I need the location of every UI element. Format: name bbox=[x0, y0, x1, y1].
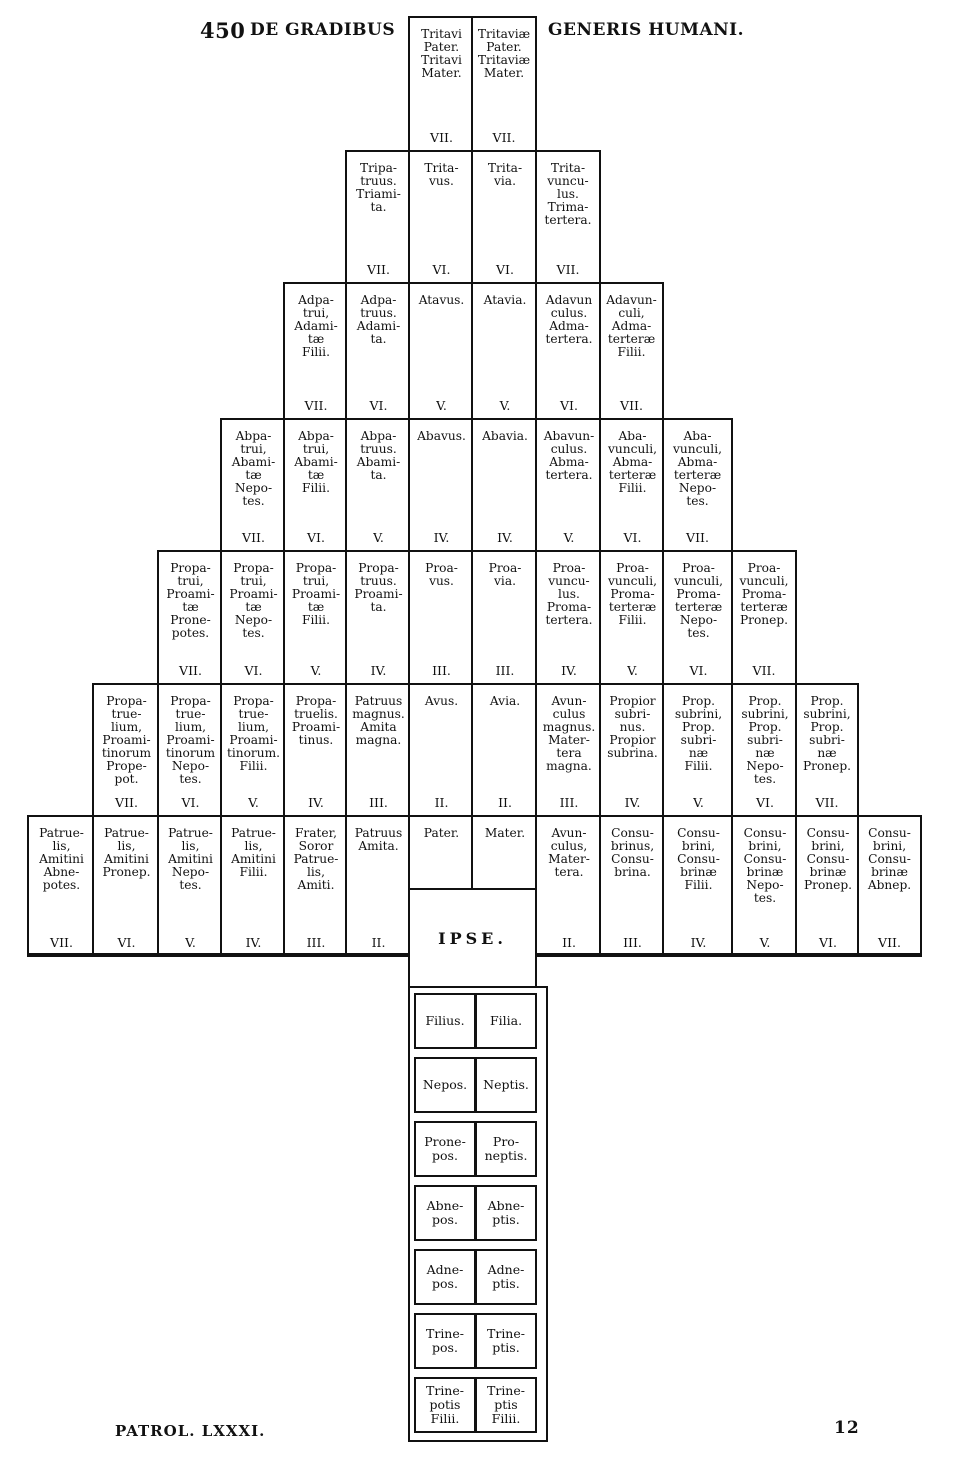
kin-cell bbox=[795, 683, 859, 817]
kin-cell bbox=[408, 683, 473, 817]
kin-degree: VII. bbox=[556, 262, 580, 277]
descendant-female: Filia. bbox=[475, 993, 537, 1049]
kin-degree: IV. bbox=[308, 795, 324, 810]
kin-label: Proa- vus. bbox=[425, 561, 458, 588]
descendant-male: Nepos. bbox=[414, 1057, 476, 1113]
kin-degree: II. bbox=[498, 795, 512, 810]
kin-label: Atavus. bbox=[418, 293, 465, 307]
kin-label: Patruus Amita. bbox=[354, 826, 403, 853]
kin-label: Pater. bbox=[423, 826, 460, 840]
kin-cell bbox=[345, 150, 410, 284]
kin-label: Proa- vunculi, Proma- terteræ Pronep. bbox=[739, 561, 789, 627]
kin-degree: VI. bbox=[369, 398, 388, 413]
kin-cell bbox=[471, 683, 537, 817]
kin-label: Avus. bbox=[424, 694, 459, 708]
kin-cell bbox=[157, 815, 222, 957]
kin-cell bbox=[471, 150, 537, 284]
kin-cell bbox=[92, 815, 159, 957]
kin-degree: IV. bbox=[497, 530, 513, 545]
kin-degree: VI. bbox=[181, 795, 200, 810]
kin-label: Atavia. bbox=[483, 293, 527, 307]
kin-degree: V. bbox=[310, 663, 322, 678]
kin-label: Avia. bbox=[489, 694, 521, 708]
kin-degree: VII. bbox=[50, 935, 73, 950]
kin-label: Adavun culus. Adma- tertera. bbox=[545, 293, 593, 346]
kin-degree: VII. bbox=[179, 663, 202, 678]
kin-degree: III. bbox=[432, 663, 451, 678]
kin-degree: V. bbox=[436, 398, 447, 413]
kin-cell bbox=[599, 418, 664, 552]
kin-cell bbox=[599, 683, 664, 817]
kin-label: Trita- vus. bbox=[424, 161, 459, 188]
kin-cell bbox=[220, 550, 285, 685]
kin-label: Propior subri- nus. Propior subrina. bbox=[607, 694, 658, 760]
kin-label: Propa- trui, Proami- tæ Filii. bbox=[291, 561, 341, 627]
kin-cell bbox=[471, 16, 537, 152]
ipse-cell: IPSE. bbox=[408, 888, 537, 988]
kin-cell bbox=[535, 418, 601, 552]
kin-degree: IV. bbox=[245, 935, 262, 950]
kin-degree: VII. bbox=[878, 935, 901, 950]
kin-cell bbox=[471, 815, 537, 890]
kin-label: Mater. bbox=[484, 826, 526, 840]
kin-degree: V. bbox=[373, 530, 384, 545]
kin-degree: VII. bbox=[815, 795, 839, 810]
kin-degree: III. bbox=[623, 935, 642, 950]
kin-label: Abavia. bbox=[482, 429, 528, 443]
kin-cell bbox=[345, 282, 410, 420]
kin-degree: VII. bbox=[367, 262, 390, 277]
kin-cell bbox=[471, 282, 537, 420]
kin-cell bbox=[345, 815, 410, 957]
kin-label: Propa- true- lium, Proami- tinorum. Filii. bbox=[226, 694, 281, 773]
kin-label: Proa- vuncu- lus. Proma- tertera. bbox=[545, 561, 593, 627]
descendant-male: Trine- potis Filii. bbox=[414, 1377, 476, 1433]
kin-label: Propa- trui, Proami- tæ Nepo- tes. bbox=[229, 561, 278, 640]
kin-cell bbox=[599, 282, 664, 420]
kin-degree: III. bbox=[495, 663, 515, 678]
kin-label: Frater, Soror Patrue- lis, Amiti. bbox=[293, 826, 339, 892]
kin-degree: V. bbox=[248, 795, 259, 810]
kin-degree: VI. bbox=[244, 663, 263, 678]
kin-label: Tritaviæ Pater. Tritaviæ Mater. bbox=[477, 27, 531, 80]
kin-cell bbox=[662, 683, 733, 817]
kin-degree: VI. bbox=[117, 935, 136, 950]
kin-cell bbox=[345, 418, 410, 552]
kin-degree: VII. bbox=[620, 398, 643, 413]
kin-label: Tritavi Pater. Tritavi Mater. bbox=[421, 27, 462, 80]
kin-cell bbox=[220, 815, 285, 957]
kin-label: Abpa- truus. Abami- ta. bbox=[356, 429, 401, 482]
kin-degree: III. bbox=[559, 795, 579, 810]
kin-cell bbox=[857, 815, 922, 957]
kin-label: Aba- vunculi, Abma- terteræ Nepo- tes. bbox=[673, 429, 722, 508]
kin-degree: VII. bbox=[752, 663, 776, 678]
kin-degree: IV. bbox=[624, 795, 641, 810]
kin-cell bbox=[408, 16, 473, 152]
kin-label: Consu- brini, Consu- brinæ Nepo- tes. bbox=[743, 826, 787, 905]
page-number: 450 bbox=[200, 18, 246, 43]
kin-cell bbox=[283, 683, 347, 817]
kin-degree: IV. bbox=[370, 663, 387, 678]
kin-cell bbox=[157, 550, 222, 685]
descendant-female: Abne- ptis. bbox=[475, 1185, 537, 1241]
kin-degree: V. bbox=[759, 935, 771, 950]
kin-label: Adpa- truus. Adami- ta. bbox=[356, 293, 401, 346]
kin-cell bbox=[471, 550, 537, 685]
kin-degree: II. bbox=[434, 795, 449, 810]
kin-cell bbox=[92, 683, 159, 817]
kin-cell bbox=[157, 683, 222, 817]
kin-label: Consu- brini, Consu- brinæ Abnep. bbox=[867, 826, 912, 892]
kin-cell bbox=[408, 150, 473, 284]
kin-label: Patrue- lis, Amitini Abne- potes. bbox=[39, 826, 84, 892]
kin-label: Proa- via. bbox=[488, 561, 522, 588]
kin-degree: VII. bbox=[242, 530, 265, 545]
kin-cell bbox=[283, 282, 347, 420]
kin-label: Abavus. bbox=[417, 429, 466, 443]
kin-label: Propa- truus. Proami- ta. bbox=[354, 561, 403, 614]
kin-label: Trita- via. bbox=[487, 161, 523, 188]
kin-label: Prop. subrini, Prop. subri- næ Nepo- tes. bbox=[741, 694, 789, 786]
kin-label: Proa- vunculi, Proma- terteræ Filii. bbox=[608, 561, 657, 627]
kin-cell bbox=[471, 418, 537, 552]
kin-cell bbox=[535, 550, 601, 685]
kin-label: Consu- brini, Consu- brinæ Pronep. bbox=[803, 826, 853, 892]
descendant-male: Abne- pos. bbox=[414, 1185, 476, 1241]
kin-degree: VI. bbox=[560, 398, 578, 413]
kin-cell bbox=[408, 815, 473, 890]
kin-label: Propa- trui, Proami- tæ Prone- potes. bbox=[166, 561, 215, 640]
kin-degree: VII. bbox=[686, 530, 709, 545]
footer-right: 12 bbox=[834, 1418, 860, 1438]
kin-cell bbox=[535, 282, 601, 420]
kin-label: Prop. subrini, Prop. subri- næ Pronep. bbox=[802, 694, 852, 773]
kin-degree: VII. bbox=[304, 398, 328, 413]
descendant-female: Neptis. bbox=[475, 1057, 537, 1113]
kin-degree: VI. bbox=[432, 262, 451, 277]
kin-label: Patruus magnus. Amita magna. bbox=[352, 694, 405, 747]
kin-cell bbox=[408, 550, 473, 685]
kin-cell bbox=[662, 418, 733, 552]
kin-degree: V. bbox=[693, 795, 704, 810]
footer-left: PATROL. LXXXI. bbox=[115, 1422, 266, 1440]
kin-label: Tripa- truus. Triami- ta. bbox=[356, 161, 401, 214]
kin-degree: II. bbox=[562, 935, 576, 950]
kin-label: Aba- vunculi, Abma- terteræ Filii. bbox=[608, 429, 657, 495]
descendant-male: Adne- pos. bbox=[414, 1249, 476, 1305]
kin-degree: II. bbox=[371, 935, 386, 950]
kin-cell bbox=[408, 418, 473, 552]
kin-degree: VI. bbox=[496, 262, 514, 277]
kin-label: Propa- true- lium, Proami- tinorum Nepo- tes. bbox=[165, 694, 216, 786]
kin-cell bbox=[283, 418, 347, 552]
descendant-male: Filius. bbox=[414, 993, 476, 1049]
kin-cell bbox=[731, 815, 797, 957]
kin-degree: V. bbox=[499, 398, 511, 413]
kin-degree: VII. bbox=[115, 795, 138, 810]
kin-label: Patrue- lis, Amitini Nepo- tes. bbox=[168, 826, 213, 892]
kin-degree: VI. bbox=[307, 530, 325, 545]
kin-degree: III. bbox=[369, 795, 388, 810]
kin-degree: VI. bbox=[819, 935, 837, 950]
kin-degree: IV. bbox=[690, 935, 707, 950]
kin-cell bbox=[220, 683, 285, 817]
kin-label: Adavun- culi, Adma- terteræ Filii. bbox=[606, 293, 657, 359]
kin-cell bbox=[795, 815, 859, 957]
kin-label: Abavun- culus. Abma- tertera. bbox=[543, 429, 595, 482]
kin-label: Patrue- lis, Amitini Pronep. bbox=[102, 826, 151, 879]
title-right: GENERIS HUMANI. bbox=[548, 20, 745, 40]
kin-cell bbox=[345, 683, 410, 817]
kin-label: Avun- culus magnus. Mater- tera magna. bbox=[542, 694, 596, 773]
kin-cell bbox=[599, 550, 664, 685]
descendant-male: Prone- pos. bbox=[414, 1121, 476, 1177]
title-left: DE GRADIBUS bbox=[250, 20, 396, 40]
kin-degree: VI. bbox=[623, 530, 642, 545]
kin-label: Consu- brini, Consu- brinæ Filii. bbox=[677, 826, 720, 892]
kin-cell bbox=[731, 683, 797, 817]
kin-degree: VI. bbox=[756, 795, 774, 810]
descendant-female: Pro- neptis. bbox=[475, 1121, 537, 1177]
kin-degree: V. bbox=[185, 935, 196, 950]
kin-label: Patrue- lis, Amitini Filii. bbox=[231, 826, 276, 879]
kin-cell bbox=[345, 550, 410, 685]
kin-degree: VII. bbox=[430, 130, 453, 145]
kin-label: Avun- culus, Mater- tera. bbox=[548, 826, 590, 879]
descendant-female: Adne- ptis. bbox=[475, 1249, 537, 1305]
kin-cell bbox=[220, 418, 285, 552]
kin-cell bbox=[27, 815, 94, 957]
kin-cell bbox=[535, 683, 601, 817]
descendant-female: Trine- ptis. bbox=[475, 1313, 537, 1369]
kin-label: Abpa- trui, Abami- tæ Nepo- tes. bbox=[231, 429, 276, 508]
kin-cell bbox=[283, 815, 347, 957]
kin-cell bbox=[535, 815, 601, 957]
kin-cell bbox=[599, 815, 664, 957]
descendant-male: Trine- pos. bbox=[414, 1313, 476, 1369]
kin-label: Proa- vunculi, Proma- terteræ Nepo- tes. bbox=[674, 561, 723, 640]
kin-cell bbox=[662, 550, 733, 685]
kin-label: Prop. subrini, Prop. subri- næ Filii. bbox=[674, 694, 723, 773]
kin-cell bbox=[408, 282, 473, 420]
kin-label: Trita- vuncu- lus. Trima- tertera. bbox=[544, 161, 592, 227]
kin-cell bbox=[535, 150, 601, 284]
kin-label: Abpa- trui, Abami- tæ Filii. bbox=[294, 429, 338, 495]
kin-label: Propa- true- lium, Proami- tinorum Prope- pot. bbox=[101, 694, 152, 786]
kin-label: Adpa- trui, Adami- tæ Filii. bbox=[294, 293, 338, 359]
kin-cell bbox=[731, 550, 797, 685]
kin-degree: VI. bbox=[689, 663, 708, 678]
kin-degree: V. bbox=[563, 530, 575, 545]
kin-degree: IV. bbox=[561, 663, 577, 678]
descendant-female: Trine- ptis Filii. bbox=[475, 1377, 537, 1433]
kin-degree: VII. bbox=[492, 130, 516, 145]
kin-degree: III. bbox=[306, 935, 326, 950]
kin-label: Propa- truelis. Proami- tinus. bbox=[291, 694, 341, 747]
kin-cell bbox=[283, 550, 347, 685]
kin-label: Consu- brinus, Consu- brina. bbox=[610, 826, 655, 879]
kin-degree: IV. bbox=[433, 530, 450, 545]
kin-cell bbox=[662, 815, 733, 957]
kin-degree: V. bbox=[627, 663, 638, 678]
